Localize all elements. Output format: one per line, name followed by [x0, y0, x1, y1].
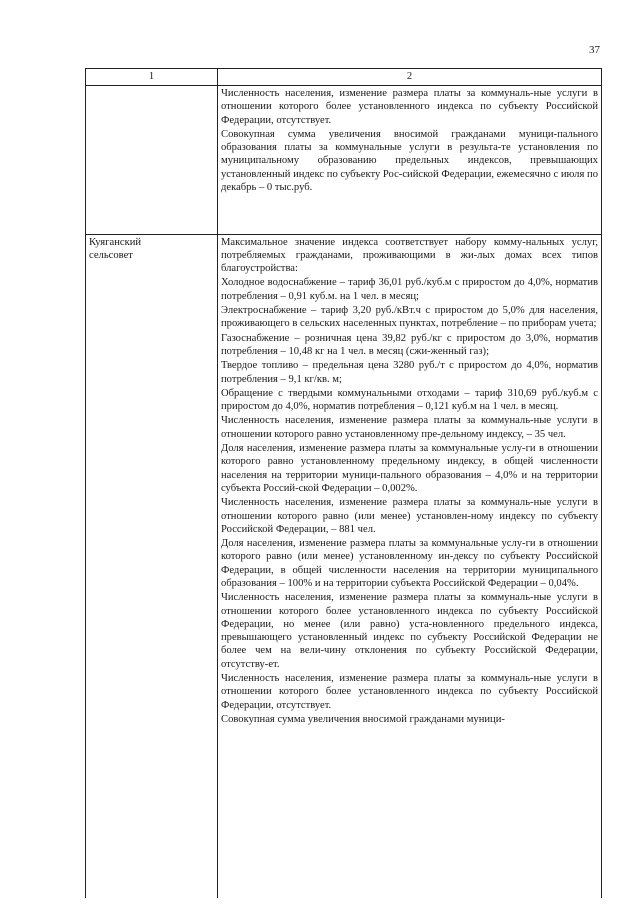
paragraph: Численность населения, изменение размера платы за коммуналь-ные услуги в отношении которого равно (или менее) установлен-ному индексу по субъекту Российской Федерации, – 881 чел. — [221, 497, 598, 535]
paragraph: Максимальное значение индекса соответствует набору комму-нальных услуг, потребляемых гражданами, проживающими в жи-лых домах всех типов благоустройства: — [221, 236, 598, 275]
paragraph: Совокупная сумма увеличения вносимой гражданами муници-пального образования платы за коммунальные услуги в результа-те установления по муниципальному образованию предельных индексов, превышающих установленный индекс по субъекту Рос-сийской Федерации, ежемесячно с июля по декабрь – 0 тыс.руб. — [221, 128, 598, 194]
paragraph: Электроснабжение – тариф 3,20 руб./кВт.ч с приростом до 5,0% для населения, проживающего в сельских населенных пунктах, потребление – по приборам учета; — [221, 305, 598, 330]
table-header-row — [86, 69, 602, 86]
paragraph: Обращение с твердыми коммунальными отходами – тариф 310,69 руб./куб.м с приростом до 4,0%, норматив потребления – 0,121 куб.м на 1 чел. в месяц. — [221, 387, 598, 413]
paragraph: Доля населения, изменение размера платы за коммунальные услу-ги в отношении которого равно установленному предельному индексу, в общей численности населения на территории муници-пального образования – 4,0% и на территории субъекта Россий-ской Федерации – 0,002%. — [221, 443, 598, 494]
page-number: 37 — [589, 44, 600, 56]
paragraph: Численность населения, изменение размера платы за коммуналь-ные услуги в отношении которого более установленного индекса по субъекту Российской Федерации, отсутствует. — [221, 673, 598, 711]
paragraph: Численность населения, изменение размера платы за коммуналь-ные услуги в отношении которого равно установленному пре-дельному индексу, – 35 чел. — [221, 415, 598, 440]
column-header-2: 2 — [218, 69, 602, 86]
paragraph: Газоснабжение – розничная цена 39,82 руб./кг с приростом до 3,0%, норматив потребления – 10,48 кг на 1 чел. в месяц (сжи-женный газ); — [221, 332, 598, 357]
region-cell — [86, 234, 218, 898]
region-name-line: Куяганский — [89, 236, 142, 248]
paragraph: Доля населения, изменение размера платы за коммунальные услу-ги в отношении которого равно (или менее) установленному ин-дексу по субъекту Российской Федерации, в общей численности населения на территории муниципального образования – 100% и на территории субъекта Российской Федерации – 0,04%. — [221, 538, 598, 589]
content-table — [85, 68, 602, 898]
paragraph: Совокупная сумма увеличения вносимой гражданами муници- — [221, 713, 505, 725]
description-cell — [218, 86, 602, 235]
column-header-1: 1 — [86, 69, 218, 86]
paragraph: Численность населения, изменение размера платы за коммуналь-ные услуги в отношении которого более установленного индекса по субъекту Российской Федерации, но менее (или равно) уста-новленного предельного индекса, превышающего установленный индекс по субъекту Российской Федерации не более чем на вели-чину отклонения по субъекту Российской Федерации, отсутству-ет. — [221, 592, 598, 670]
description-cell — [218, 234, 602, 898]
region-name-line: сельсовет — [89, 249, 133, 261]
region-cell — [86, 86, 218, 235]
paragraph: Численность населения, изменение размера платы за коммуналь-ные услуги в отношении которого более установленного индекса по субъекту Российской Федерации, отсутствует. — [221, 88, 598, 126]
paragraph: Твердое топливо – предельная цена 3280 руб./т с приростом до 4,0%, норматив потребления – 9,1 кг/кв. м; — [221, 360, 598, 385]
table-row — [86, 234, 602, 898]
table-row — [86, 86, 602, 235]
paragraph: Холодное водоснабжение – тариф 36,01 руб./куб.м с приростом до 4,0%, норматив потребления – 0,91 куб.м. на 1 чел. в месяц; — [221, 277, 598, 302]
